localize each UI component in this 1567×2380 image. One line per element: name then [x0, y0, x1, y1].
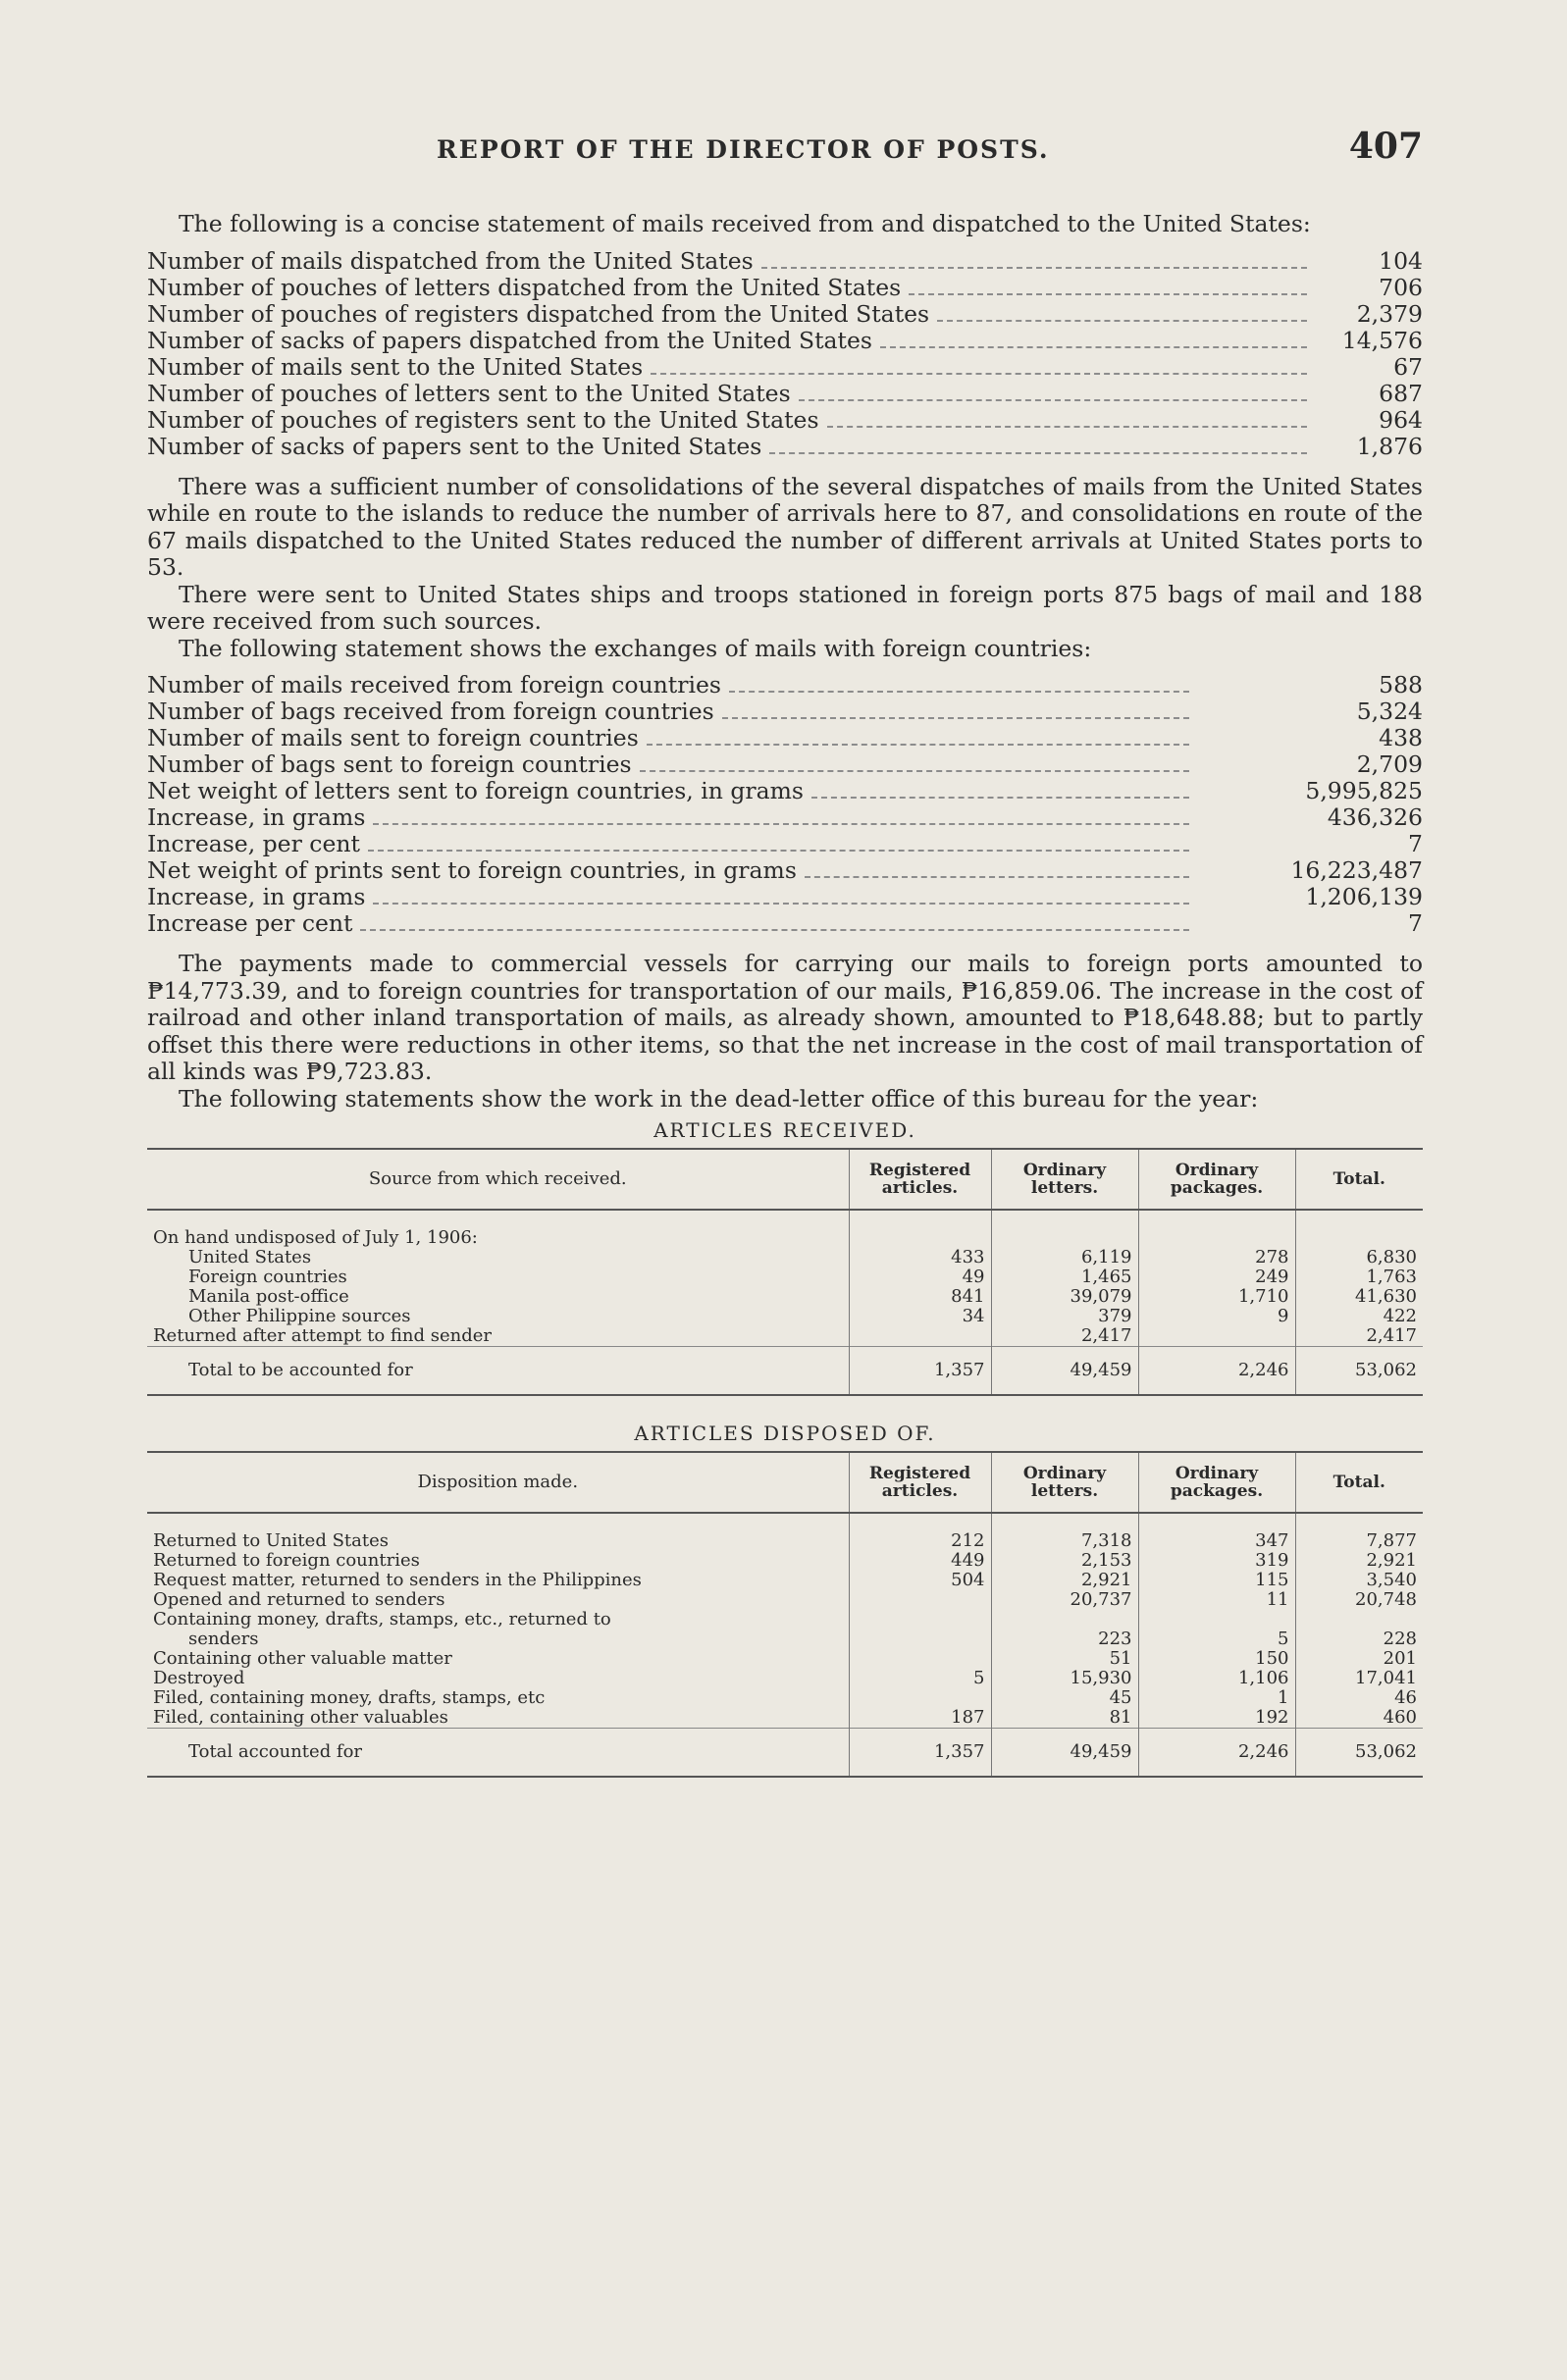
spacer-cell: [849, 1513, 991, 1531]
spacer-cell: [1295, 1210, 1423, 1228]
foreign-intro-paragraph: The following statement shows the exchanges of mails with foreign countries:: [179, 634, 1092, 662]
row-label: Request matter, returned to senders in the Philippines: [153, 1570, 642, 1590]
stat-label: Number of mails received from foreign countries: [147, 671, 721, 698]
running-head: REPORT OF THE DIRECTOR OF POSTS.: [437, 135, 1050, 164]
row-value: 34: [849, 1307, 991, 1326]
row-value: 150: [1138, 1649, 1295, 1669]
row-label: Total to be accounted for: [147, 1347, 849, 1395]
row-value: 2,417: [991, 1326, 1138, 1347]
column-header: Disposition made.: [147, 1452, 849, 1513]
stat-value: 5,995,825: [1305, 777, 1423, 804]
empty-cell: [849, 1228, 991, 1248]
stat-row: [147, 857, 1423, 884]
row-value: 3,540: [1295, 1571, 1423, 1590]
table-header-row: [147, 1149, 1423, 1210]
stat-value: 964: [1379, 405, 1423, 434]
row-value: 5: [849, 1669, 991, 1688]
row-value: [849, 1326, 991, 1347]
table-row: [147, 1708, 1423, 1729]
stat-row: [147, 751, 1423, 778]
row-value: 433: [849, 1248, 991, 1268]
table-row: [147, 1630, 1423, 1649]
table-row: [147, 1729, 1423, 1777]
leader-dots: [360, 928, 1189, 931]
stat-row: [147, 434, 1423, 460]
foreign-mails-list: [147, 672, 1423, 937]
row-value: 223: [991, 1630, 1138, 1649]
row-value: 2,153: [991, 1551, 1138, 1571]
stat-label: Net weight of letters sent to foreign countries, in grams: [147, 777, 804, 804]
stat-value: 104: [1379, 246, 1423, 275]
stat-label: Number of mails sent to the United States: [147, 352, 644, 381]
row-value: 49,459: [991, 1347, 1138, 1395]
stat-row: [147, 725, 1423, 751]
row-label: United States: [188, 1247, 312, 1268]
stat-label: Number of bags received from foreign countries: [147, 698, 714, 725]
stat-label: Number of sacks of papers dispatched from the United States: [147, 326, 872, 354]
payments-paragraph: The payments made to commercial vessels for carrying our mails to foreign ports amounted to ₱14,773.39, and to foreign countries for transportation of our mails, ₱16,859.06. The increase in the cost of railroad and other inland transportation of mails, as already shown, amounted to ₱18,648.88; but to partly offset this there were reductions in other items, so that the net increase in the cost of mail transportation of all kinds was ₱9,723.83.: [147, 950, 1423, 1085]
column-header: Total.: [1295, 1452, 1423, 1513]
row-value: [849, 1688, 991, 1708]
stat-row: [147, 381, 1423, 407]
row-label: Filed, containing money, drafts, stamps, etc: [153, 1687, 546, 1708]
row-value: 1,357: [849, 1347, 991, 1395]
empty-cell: [1295, 1228, 1423, 1248]
column-header: Ordinary packages.: [1138, 1149, 1295, 1210]
row-value: [849, 1649, 991, 1669]
table-row: [147, 1571, 1423, 1590]
dead-letter-paragraph: The following statements show the work in the dead-letter office of this bureau for the year:: [179, 1084, 1259, 1112]
row-value: 2,246: [1138, 1729, 1295, 1777]
row-value: 9: [1138, 1307, 1295, 1326]
row-value: 49: [849, 1268, 991, 1287]
stat-label: Number of bags sent to foreign countries: [147, 750, 632, 778]
leader-dots: [827, 425, 1307, 428]
column-header: Ordinary packages.: [1138, 1452, 1295, 1513]
row-value: 39,079: [991, 1287, 1138, 1307]
spacer-cell: [147, 1210, 849, 1228]
spacer-cell: [1138, 1210, 1295, 1228]
stat-label: Increase, in grams: [147, 883, 366, 910]
table-row: [147, 1248, 1423, 1268]
row-value: 504: [849, 1571, 991, 1590]
spacer-cell: [849, 1210, 991, 1228]
stat-value: 438: [1379, 724, 1423, 751]
column-header: Ordinary letters.: [991, 1452, 1138, 1513]
empty-cell: [1138, 1228, 1295, 1248]
row-value: 212: [849, 1531, 991, 1551]
page-body: [147, 211, 1423, 1778]
section-row: [147, 1228, 1423, 1248]
column-header: Source from which received.: [147, 1149, 849, 1210]
table-spacer-row: [147, 1210, 1423, 1228]
leader-dots: [761, 266, 1307, 269]
leader-dots: [909, 292, 1307, 295]
row-label: Destroyed: [153, 1668, 245, 1688]
stat-label: Increase per cent: [147, 909, 353, 937]
row-value: [1295, 1610, 1423, 1630]
empty-cell: [991, 1228, 1138, 1248]
row-value: [1138, 1610, 1295, 1630]
row-value: 201: [1295, 1649, 1423, 1669]
stat-value: 1,876: [1356, 432, 1423, 460]
row-value: 841: [849, 1287, 991, 1307]
table-spacer-row: [147, 1513, 1423, 1531]
row-value: 49,459: [991, 1729, 1138, 1777]
column-header: Total.: [1295, 1149, 1423, 1210]
stat-row: [147, 275, 1423, 301]
stat-label: Number of pouches of registers sent to the United States: [147, 405, 819, 434]
row-value: 41,630: [1295, 1287, 1423, 1307]
table-row: [147, 1649, 1423, 1669]
stat-row: [147, 301, 1423, 328]
stat-value: 14,576: [1341, 326, 1423, 354]
table-row: [147, 1268, 1423, 1287]
leader-dots: [722, 716, 1189, 719]
leader-dots: [373, 822, 1189, 825]
stat-label: Increase, in grams: [147, 803, 366, 831]
leader-dots: [937, 319, 1307, 322]
stat-value: 5,324: [1356, 698, 1423, 725]
row-value: 228: [1295, 1630, 1423, 1649]
table-row: [147, 1531, 1423, 1551]
stat-value: 7: [1408, 909, 1423, 937]
row-value: 20,737: [991, 1590, 1138, 1610]
row-value: 2,921: [1295, 1551, 1423, 1571]
row-value: 6,119: [991, 1248, 1138, 1268]
section-label: On hand undisposed of July 1, 1906:: [153, 1227, 478, 1248]
stat-label: Increase, per cent: [147, 830, 360, 857]
stat-row: [147, 698, 1423, 725]
row-value: 422: [1295, 1307, 1423, 1326]
stat-value: 16,223,487: [1290, 856, 1423, 884]
table-row: [147, 1590, 1423, 1610]
table-header-row: [147, 1452, 1423, 1513]
stat-row: [147, 778, 1423, 804]
row-value: 1,465: [991, 1268, 1138, 1287]
row-value: 51: [991, 1649, 1138, 1669]
stat-label: Number of mails dispatched from the United States: [147, 246, 754, 275]
stat-label: Number of sacks of papers sent to the United States: [147, 432, 762, 460]
leader-dots: [769, 451, 1307, 454]
row-value: 17,041: [1295, 1669, 1423, 1688]
stat-row: [147, 354, 1423, 381]
row-label: Containing other valuable matter: [153, 1648, 452, 1669]
spacer-cell: [147, 1513, 849, 1531]
row-value: 2,246: [1138, 1347, 1295, 1395]
row-label: Filed, containing other valuables: [153, 1707, 448, 1728]
row-value: [991, 1610, 1138, 1630]
stat-row: [147, 248, 1423, 275]
leader-dots: [729, 690, 1189, 693]
row-value: 278: [1138, 1248, 1295, 1268]
column-header: Registered articles.: [849, 1149, 991, 1210]
intro-paragraph: The following is a concise statement of mails received from and dispatched to the United States:: [179, 210, 1311, 237]
row-value: 7,877: [1295, 1531, 1423, 1551]
row-value: 460: [1295, 1708, 1423, 1729]
column-header: Ordinary letters.: [991, 1149, 1138, 1210]
articles-disposed-caption: ARTICLES DISPOSED OF.: [634, 1422, 936, 1445]
row-value: 1: [1138, 1688, 1295, 1708]
consolidation-paragraph: There was a sufficient number of consolidations of the several dispatches of mails from the United States while en route to the islands to reduce the number of arrivals here to 87, and consolidations en route of the 67 mails dispatched to the United States reduced the number of different arrivals at United States ports to 53.: [147, 472, 1423, 581]
stat-label: Number of pouches of letters dispatched from the United States: [147, 273, 902, 301]
row-label: Containing money, drafts, stamps, etc., returned to: [153, 1609, 611, 1630]
row-label: Total accounted for: [147, 1729, 849, 1777]
leader-dots: [799, 398, 1307, 401]
row-label: senders: [188, 1629, 259, 1649]
row-value: [849, 1590, 991, 1610]
row-value: 11: [1138, 1590, 1295, 1610]
row-value: 81: [991, 1708, 1138, 1729]
row-value: 1,710: [1138, 1287, 1295, 1307]
articles-disposed-table: [147, 1451, 1423, 1776]
table-row: [147, 1688, 1423, 1708]
stat-label: Number of pouches of registers dispatched from the United States: [147, 299, 930, 328]
stat-value: 588: [1379, 671, 1423, 698]
row-value: [1138, 1326, 1295, 1347]
row-value: 2,921: [991, 1571, 1138, 1590]
us-mails-list: [147, 248, 1423, 460]
leader-dots: [373, 902, 1189, 905]
row-value: 5: [1138, 1630, 1295, 1649]
row-value: 379: [991, 1307, 1138, 1326]
ships-paragraph: There were sent to United States ships and troops stationed in foreign ports 875 bags of mail and 188 were received from such sources.: [147, 580, 1423, 635]
stat-row: [147, 804, 1423, 831]
row-value: [849, 1630, 991, 1649]
row-label: Other Philippine sources: [188, 1306, 411, 1326]
leader-dots: [811, 796, 1189, 799]
spacer-cell: [991, 1513, 1138, 1531]
row-value: 347: [1138, 1531, 1295, 1551]
row-value: 20,748: [1295, 1590, 1423, 1610]
row-value: 45: [991, 1688, 1138, 1708]
row-value: 1,763: [1295, 1268, 1423, 1287]
stat-row: [147, 910, 1423, 937]
stat-row: [147, 672, 1423, 698]
stat-row: [147, 328, 1423, 354]
stat-value: 2,379: [1356, 299, 1423, 328]
stat-value: 7: [1408, 830, 1423, 857]
row-value: 15,930: [991, 1669, 1138, 1688]
stat-value: 67: [1393, 352, 1423, 381]
table-row: [147, 1326, 1423, 1347]
row-value: 192: [1138, 1708, 1295, 1729]
stat-value: 2,709: [1356, 750, 1423, 778]
stat-value: 1,206,139: [1305, 883, 1423, 910]
page-number: 407: [1348, 126, 1423, 167]
spacer-cell: [991, 1210, 1138, 1228]
page-header: [147, 126, 1423, 175]
stat-row: [147, 407, 1423, 434]
leader-dots: [805, 875, 1189, 878]
stat-value: 687: [1379, 379, 1423, 407]
table-bottom-rule: [147, 1394, 1423, 1396]
leader-dots: [368, 849, 1189, 852]
row-value: 115: [1138, 1571, 1295, 1590]
spacer-cell: [1138, 1513, 1295, 1531]
row-value: 1,357: [849, 1729, 991, 1777]
leader-dots: [880, 345, 1307, 348]
stat-row: [147, 884, 1423, 910]
table-row: [147, 1307, 1423, 1326]
row-value: 249: [1138, 1268, 1295, 1287]
stat-label: Number of mails sent to foreign countries: [147, 724, 639, 751]
stat-value: 436,326: [1327, 803, 1423, 831]
row-value: 53,062: [1295, 1729, 1423, 1777]
row-value: 187: [849, 1708, 991, 1729]
row-value: 1,106: [1138, 1669, 1295, 1688]
table-row: [147, 1287, 1423, 1307]
row-label: Opened and returned to senders: [153, 1589, 445, 1610]
stat-label: Number of pouches of letters sent to the United States: [147, 379, 791, 407]
table-row: [147, 1610, 1423, 1630]
table-row: [147, 1347, 1423, 1395]
row-value: [849, 1610, 991, 1630]
table-row: [147, 1669, 1423, 1688]
leader-dots: [647, 743, 1189, 746]
row-label: Returned to foreign countries: [153, 1550, 420, 1571]
row-value: 319: [1138, 1551, 1295, 1571]
row-value: 2,417: [1295, 1326, 1423, 1347]
stat-row: [147, 831, 1423, 857]
row-label: Manila post-office: [188, 1286, 349, 1307]
row-label: Returned after attempt to find sender: [153, 1325, 493, 1346]
row-value: 449: [849, 1551, 991, 1571]
articles-received-caption: ARTICLES RECEIVED.: [653, 1118, 916, 1142]
column-header: Registered articles.: [849, 1452, 991, 1513]
row-value: 7,318: [991, 1531, 1138, 1551]
stat-label: Net weight of prints sent to foreign countries, in grams: [147, 856, 797, 884]
row-value: 46: [1295, 1688, 1423, 1708]
row-label: Foreign countries: [188, 1267, 347, 1287]
spacer-cell: [1295, 1513, 1423, 1531]
stat-value: 706: [1379, 273, 1423, 301]
row-value: 6,830: [1295, 1248, 1423, 1268]
leader-dots: [651, 372, 1307, 375]
row-label: Returned to United States: [153, 1530, 389, 1551]
table-row: [147, 1551, 1423, 1571]
articles-received-table: [147, 1148, 1423, 1394]
table-bottom-rule: [147, 1776, 1423, 1778]
leader-dots: [640, 769, 1189, 772]
row-value: 53,062: [1295, 1347, 1423, 1395]
